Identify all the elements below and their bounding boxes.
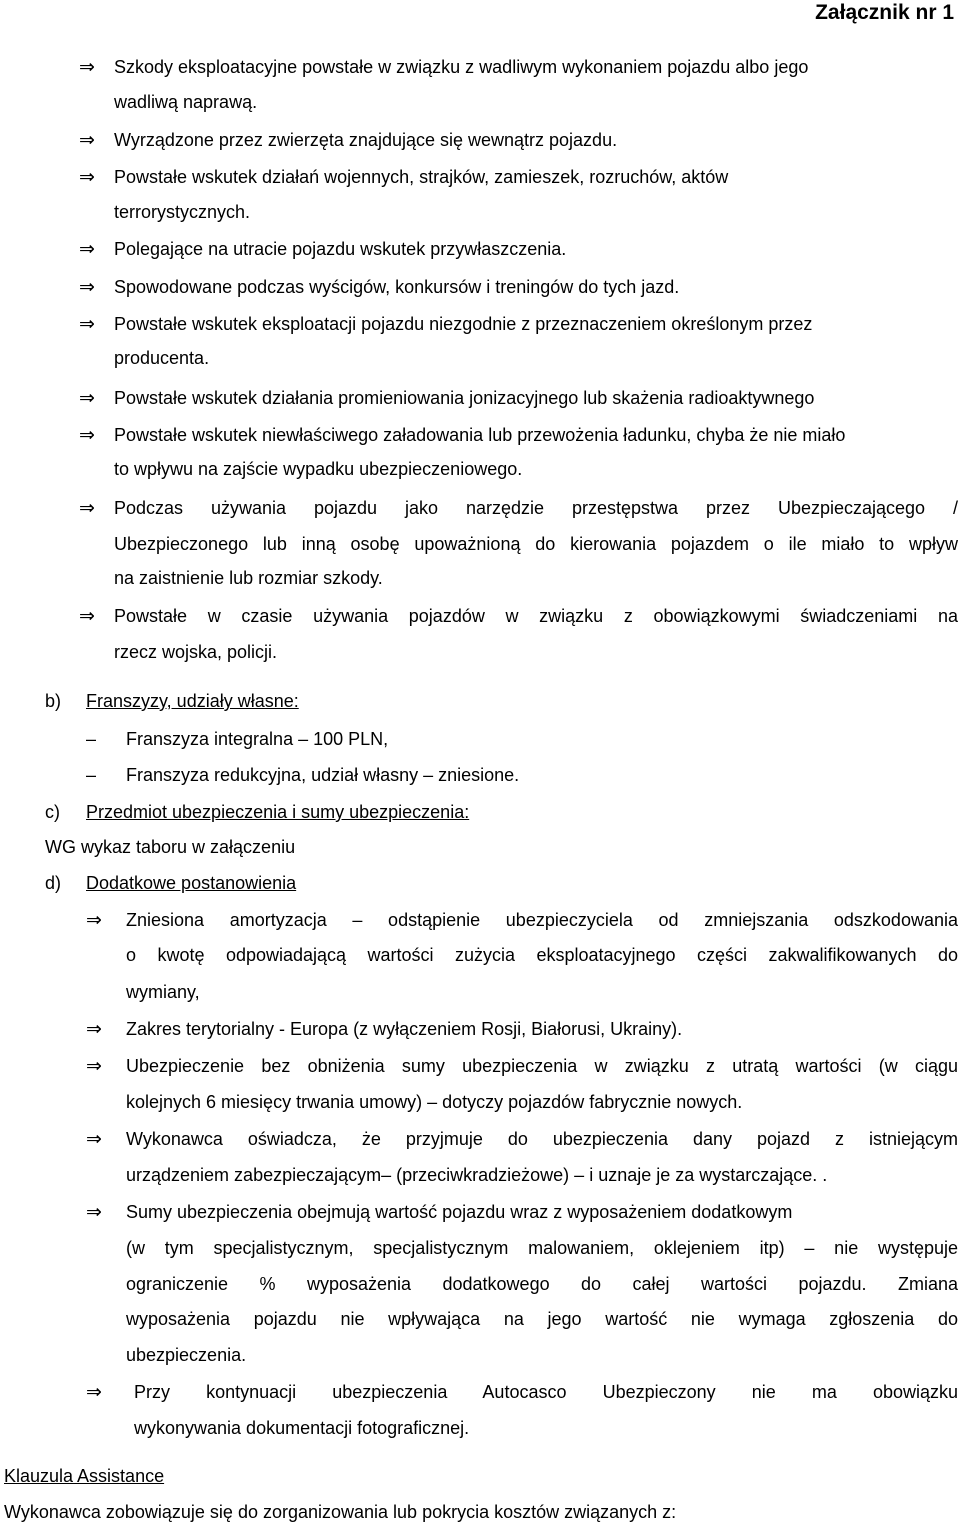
exclusion-line: wadliwą naprawą. bbox=[114, 92, 258, 112]
arrow-bullet-icon: ⇒ bbox=[79, 387, 95, 409]
exclusion-line: Spowodowane podczas wyścigów, konkursów i treningów do tych jazd. bbox=[114, 277, 680, 297]
arrow-bullet-icon: ⇒ bbox=[79, 497, 95, 519]
arrow-bullet-icon: ⇒ bbox=[79, 129, 95, 151]
arrow-bullet-icon: ⇒ bbox=[79, 424, 95, 446]
arrow-bullet-icon: ⇒ bbox=[86, 1201, 102, 1223]
exclusion-line: terrorystycznych. bbox=[114, 202, 251, 222]
provision-line: Sumy ubezpieczenia obejmują wartość pojazdu wraz z wyposażeniem dodatkowym bbox=[126, 1202, 793, 1222]
provision-line: Zniesiona amortyzacja – odstąpienie ubezpieczyciela od zmniejszania odszkodowania bbox=[126, 910, 958, 930]
exclusion-line: Powstałe w czasie używania pojazdów w związku z obowiązkowymi świadczeniami na bbox=[114, 606, 958, 626]
provision-line: (w tym specjalistycznym, specjalistycznym malowaniem, oklejeniem itp) – nie występuje bbox=[126, 1238, 958, 1258]
provision-line: ograniczenie % wyposażenia dodatkowego do całej wartości pojazdu. Zmiana bbox=[126, 1274, 958, 1294]
exclusion-line: producenta. bbox=[114, 348, 210, 368]
section-heading: Dodatkowe postanowienia bbox=[86, 873, 297, 893]
exclusion-line: Podczas używania pojazdu jako narzędzie przestępstwa przez Ubezpieczającego / bbox=[114, 498, 958, 518]
provision-line: Ubezpieczenie bez obniżenia sumy ubezpieczenia w związku z utratą wartości (w ciągu bbox=[126, 1056, 958, 1076]
provision-line: Przy kontynuacji ubezpieczenia Autocasco Ubezpieczony nie ma obowiązku bbox=[134, 1382, 958, 1402]
arrow-bullet-icon: ⇒ bbox=[86, 1055, 102, 1077]
provision-line: kolejnych 6 miesięcy trwania umowy) – dotyczy pojazdów fabrycznie nowych. bbox=[126, 1092, 743, 1112]
page-title: Załącznik nr 1 bbox=[815, 1, 954, 24]
arrow-bullet-icon: ⇒ bbox=[79, 166, 95, 188]
exclusion-line: na zaistnienie lub rozmiar szkody. bbox=[114, 568, 383, 588]
arrow-bullet-icon: ⇒ bbox=[86, 909, 102, 931]
assistance-intro: Wykonawca zobowiązuje się do zorganizowania lub pokrycia kosztów związanych z: bbox=[4, 1502, 677, 1522]
arrow-bullet-icon: ⇒ bbox=[79, 238, 95, 260]
provision-line: Zakres terytorialny - Europa (z wyłączeniem Rosji, Białorusi, Ukrainy). bbox=[126, 1019, 683, 1039]
dash-bullet-icon: – bbox=[86, 729, 97, 749]
arrow-bullet-icon: ⇒ bbox=[86, 1381, 102, 1403]
exclusion-line: Wyrządzone przez zwierzęta znajdujące się wewnątrz pojazdu. bbox=[114, 130, 618, 150]
exclusion-line: to wpływu na zajście wypadku ubezpieczeniowego. bbox=[114, 459, 523, 479]
exclusion-line: Powstałe wskutek niewłaściwego załadowania lub przewożenia ładunku, chyba że nie miało bbox=[114, 425, 846, 445]
section-text: WG wykaz taboru w załączeniu bbox=[45, 837, 296, 857]
provision-line: urządzeniem zabezpieczającym– (przeciwkradzieżowe) – i uznaje je za wystarczające. . bbox=[126, 1165, 828, 1185]
arrow-bullet-icon: ⇒ bbox=[79, 313, 95, 335]
provision-line: wymiany, bbox=[126, 982, 200, 1002]
exclusion-line: Powstałe wskutek działań wojennych, strajków, zamieszek, rozruchów, aktów bbox=[114, 167, 729, 187]
section-marker: c) bbox=[45, 802, 60, 822]
dash-bullet-icon: – bbox=[86, 765, 97, 785]
provision-line: o kwotę odpowiadającą wartości zużycia eksploatacyjnego części zakwalifikowanych do bbox=[126, 945, 958, 965]
exclusion-line: Ubezpieczonego lub inną osobę upoważnioną do kierowania pojazdem o ile miało to wpływ bbox=[114, 534, 958, 554]
exclusion-line: Szkody eksploatacyjne powstałe w związku z wadliwym wykonaniem pojazdu albo jego bbox=[114, 57, 809, 77]
arrow-bullet-icon: ⇒ bbox=[86, 1128, 102, 1150]
section-marker: d) bbox=[45, 873, 62, 893]
section-heading: Przedmiot ubezpieczenia i sumy ubezpieczenia: bbox=[86, 802, 470, 822]
arrow-bullet-icon: ⇒ bbox=[79, 56, 95, 78]
arrow-bullet-icon: ⇒ bbox=[86, 1018, 102, 1040]
provision-line: Wykonawca oświadcza, że przyjmuje do ubezpieczenia dany pojazd z istniejącym bbox=[126, 1129, 958, 1149]
franchise-item: Franszyza redukcyjna, udział własny – zniesione. bbox=[126, 765, 520, 785]
provision-line: wykonywania dokumentacji fotograficznej. bbox=[134, 1418, 470, 1438]
exclusion-line: rzecz wojska, policji. bbox=[114, 642, 278, 662]
section-heading: Franszyzy, udziały własne: bbox=[86, 691, 299, 711]
exclusion-line: Powstałe wskutek eksploatacji pojazdu niezgodnie z przeznaczeniem określonym przez bbox=[114, 314, 813, 334]
provision-line: wyposażenia pojazdu nie wpływająca na jego wartość nie wymaga zgłoszenia do bbox=[126, 1309, 958, 1329]
exclusion-line: Polegające na utracie pojazdu wskutek przywłaszczenia. bbox=[114, 239, 567, 259]
arrow-bullet-icon: ⇒ bbox=[79, 605, 95, 627]
arrow-bullet-icon: ⇒ bbox=[79, 276, 95, 298]
exclusion-line: Powstałe wskutek działania promieniowania jonizacyjnego lub skażenia radioaktywnego bbox=[114, 388, 815, 408]
assistance-heading: Klauzula Assistance bbox=[4, 1466, 165, 1486]
franchise-item: Franszyza integralna – 100 PLN, bbox=[126, 729, 389, 749]
section-marker: b) bbox=[45, 691, 62, 711]
provision-line: ubezpieczenia. bbox=[126, 1345, 247, 1365]
